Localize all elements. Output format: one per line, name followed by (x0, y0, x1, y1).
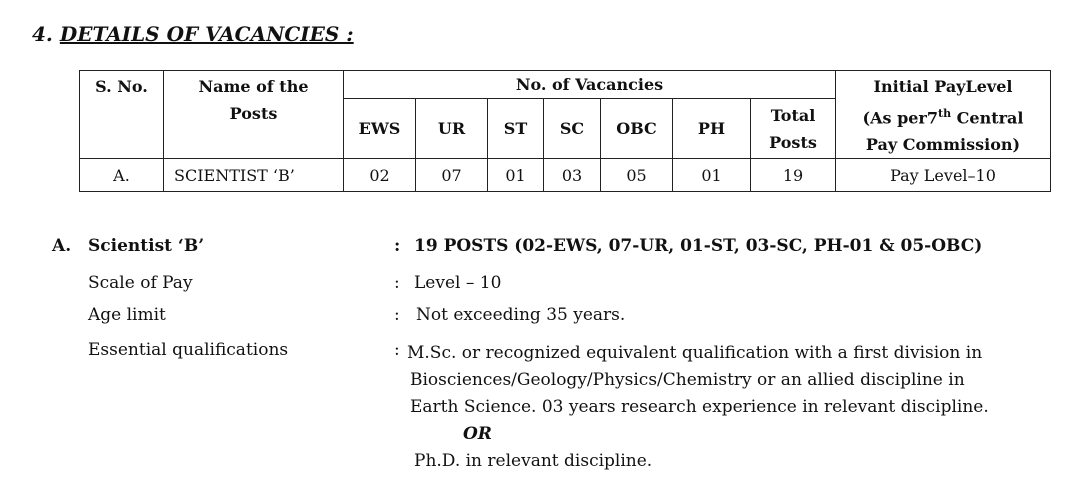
details-age-value: Not exceeding 35 years. (416, 305, 626, 325)
details-post-title: Scientist ‘B’ (88, 236, 205, 256)
header-sno: S. No. (80, 71, 164, 159)
cell-sno: A. (80, 159, 164, 192)
qual-line: Biosciences/Geology/Physics/Chemistry or an allied discipline in (410, 370, 965, 390)
qual-line: Ph.D. in relevant discipline. (414, 451, 653, 471)
header-pay-line2-sup: th (938, 107, 952, 120)
header-vacancies: No. of Vacancies (344, 71, 836, 99)
cell-ews: 02 (344, 159, 416, 192)
details-post-value: 19 POSTS (02-EWS, 07-UR, 01-ST, 03-SC, PH-01 & 05-OBC) (414, 236, 983, 256)
header-total-posts (751, 99, 836, 159)
table-row (80, 159, 1051, 192)
cell-pay-level: Pay Level–10 (836, 159, 1051, 192)
section-title: DETAILS OF VACANCIES : (59, 22, 354, 46)
header-obc: OBC (601, 99, 673, 159)
cell-post-name: SCIENTIST ‘B’ (164, 159, 344, 192)
cell-ur: 07 (416, 159, 488, 192)
header-ph: PH (673, 99, 751, 159)
details-scale-label: Scale of Pay (88, 273, 193, 293)
qual-or: OR (463, 424, 492, 444)
header-pay-line3: Pay Commission) (865, 135, 1021, 155)
header-total-line1: Total (770, 105, 816, 125)
details-scale-value: Level – 10 (414, 273, 502, 293)
header-pay-line2-post: Central (951, 108, 1024, 128)
cell-st: 01 (488, 159, 544, 192)
colon: : (394, 273, 400, 293)
header-post-name-line2: Posts (229, 104, 278, 123)
details-qual-label: Essential qualifications (88, 340, 289, 360)
details-index: A. (52, 236, 72, 256)
header-sc: SC (544, 99, 601, 159)
details-qual-value (407, 340, 1010, 475)
qual-line: Earth Science. 03 years research experience in relevant discipline. (410, 397, 989, 417)
header-ews: EWS (344, 99, 416, 159)
header-pay-level (836, 71, 1051, 159)
qual-line: M.Sc. or recognized equivalent qualification with a first division in (407, 343, 983, 363)
cell-total: 19 (751, 159, 836, 192)
header-pay-line1: Initial PayLevel (873, 77, 1013, 96)
header-total-line2: Posts (769, 132, 817, 152)
colon: : (394, 305, 400, 325)
header-ur: UR (416, 99, 488, 159)
header-pay-line2-pre: (As per7 (862, 108, 938, 128)
details-age-label: Age limit (88, 305, 166, 325)
colon: : (394, 340, 400, 360)
section-number: 4. (32, 22, 53, 46)
vacancies-table (79, 70, 1051, 192)
cell-ph: 01 (673, 159, 751, 192)
header-st: ST (488, 99, 544, 159)
header-post-name-line1: Name of the (198, 77, 309, 96)
header-pay-line2 (836, 100, 1050, 131)
cell-obc: 05 (601, 159, 673, 192)
table-header-row (80, 71, 1051, 99)
cell-sc: 03 (544, 159, 601, 192)
header-post-name (164, 71, 344, 159)
section-heading (32, 22, 354, 46)
colon: : (394, 236, 401, 256)
